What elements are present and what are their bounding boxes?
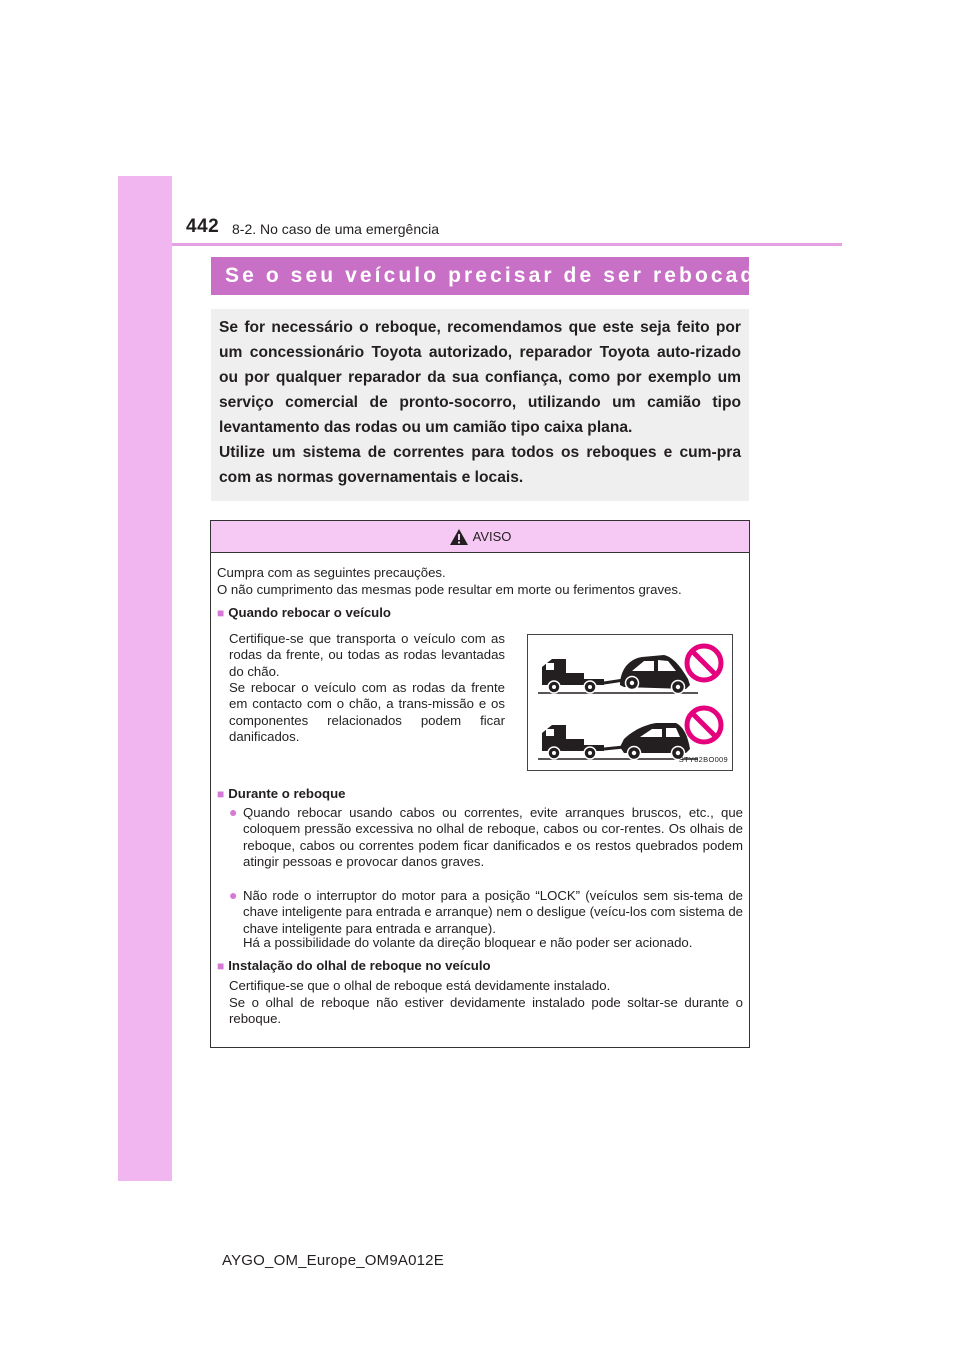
during-towing-bullet-2a: Não rode o interruptor do motor para a posição “LOCK” (veículos sem sis-tema de chave inteligente para entrada e arranque) nem o desligue (veícu-los com sistema de chave inteligente para entrada e arranque). — [243, 888, 743, 936]
truck-illustration-top — [538, 655, 698, 694]
towing-illustration — [527, 634, 733, 771]
square-bullet-icon: ■ — [217, 959, 225, 973]
subsection-title-during-towing — [217, 786, 345, 802]
page-number: 442 — [186, 216, 220, 237]
square-bullet-icon: ■ — [217, 606, 225, 620]
round-bullet-icon: ● — [229, 887, 238, 903]
square-bullet-icon: ■ — [217, 787, 225, 801]
subsection-title-during-towing-text: Durante o reboque — [228, 786, 346, 801]
figure-code: STY82BO009 — [678, 754, 728, 764]
subsection-title-towing-eye — [217, 958, 491, 974]
towing-eye-text-2: Se o olhal de reboque não estiver devidamente instalado pode soltar-se durante o reboque. — [229, 995, 743, 1027]
chapter-side-band — [118, 176, 172, 1181]
warning-triangle-icon — [449, 528, 469, 546]
prohibition-icon — [687, 646, 721, 680]
subsection-title-towing-eye-text: Instalação do olhal de reboque no veículo — [228, 958, 491, 973]
document-footer: AYGO_OM_Europe_OM9A012E — [222, 1252, 444, 1269]
warning-box — [210, 520, 750, 1048]
warning-label: AVISO — [472, 529, 512, 544]
warning-header — [211, 521, 749, 553]
during-towing-bullet-1: Quando rebocar usando cabos ou correntes, evite arranques bruscos, etc., que coloquem pressão excessiva no olhal de reboque, cabos ou cor-rentes. Os olhais de reboque, cabos ou correntes podem ficar danificados e os restos quebrados podem atingir pessoas e provocar danos graves. — [243, 805, 743, 870]
intro-paragraph-1: Se for necessário o reboque, recomendamos que este seja feito por um concessionário Toyota autorizado, reparador Toyota auto-rizado ou por qualquer reparador da sua confiança, como por exemplo um serviço comercial de pronto-socorro, utilizando um camião tipo levantamento das rodas ou um camião tipo caixa plana. — [219, 319, 741, 436]
intro-paragraph-2: Utilize um sistema de correntes para todos os reboques e cum-pra com as normas governamentais e locais. — [219, 444, 741, 486]
warning-intro-line-1: Cumpra com as seguintes precauções. — [217, 565, 446, 580]
subsection-title-towing — [217, 605, 391, 621]
section-title: Se o seu veículo precisar de ser rebocado — [211, 257, 749, 295]
chapter-title: 8-2. No caso de uma emergência — [232, 221, 439, 237]
towing-text-2: Se rebocar o veículo com as rodas da frente em contacto com o chão, a trans-missão e os componentes relacionados podem ficar danificados. — [229, 680, 505, 745]
truck-illustration-bottom — [538, 723, 698, 760]
prohibition-icon — [687, 708, 721, 742]
header-rule — [172, 243, 842, 246]
towing-illustration-svg — [528, 635, 732, 770]
round-bullet-icon: ● — [229, 804, 238, 820]
towing-eye-text-1: Certifique-se que o olhal de reboque está devidamente instalado. — [229, 978, 611, 993]
intro-box — [211, 309, 749, 501]
subsection-title-towing-text: Quando rebocar o veículo — [228, 605, 391, 620]
warning-intro-line-2: O não cumprimento das mesmas pode resultar em morte ou ferimentos graves. — [217, 582, 682, 597]
during-towing-bullet-2b: Há a possibilidade do volante da direção bloquear e não poder ser acionado. — [243, 935, 693, 950]
towing-text-1: Certifique-se que transporta o veículo com as rodas da frente, ou todas as rodas levantadas do chão. — [229, 631, 505, 679]
